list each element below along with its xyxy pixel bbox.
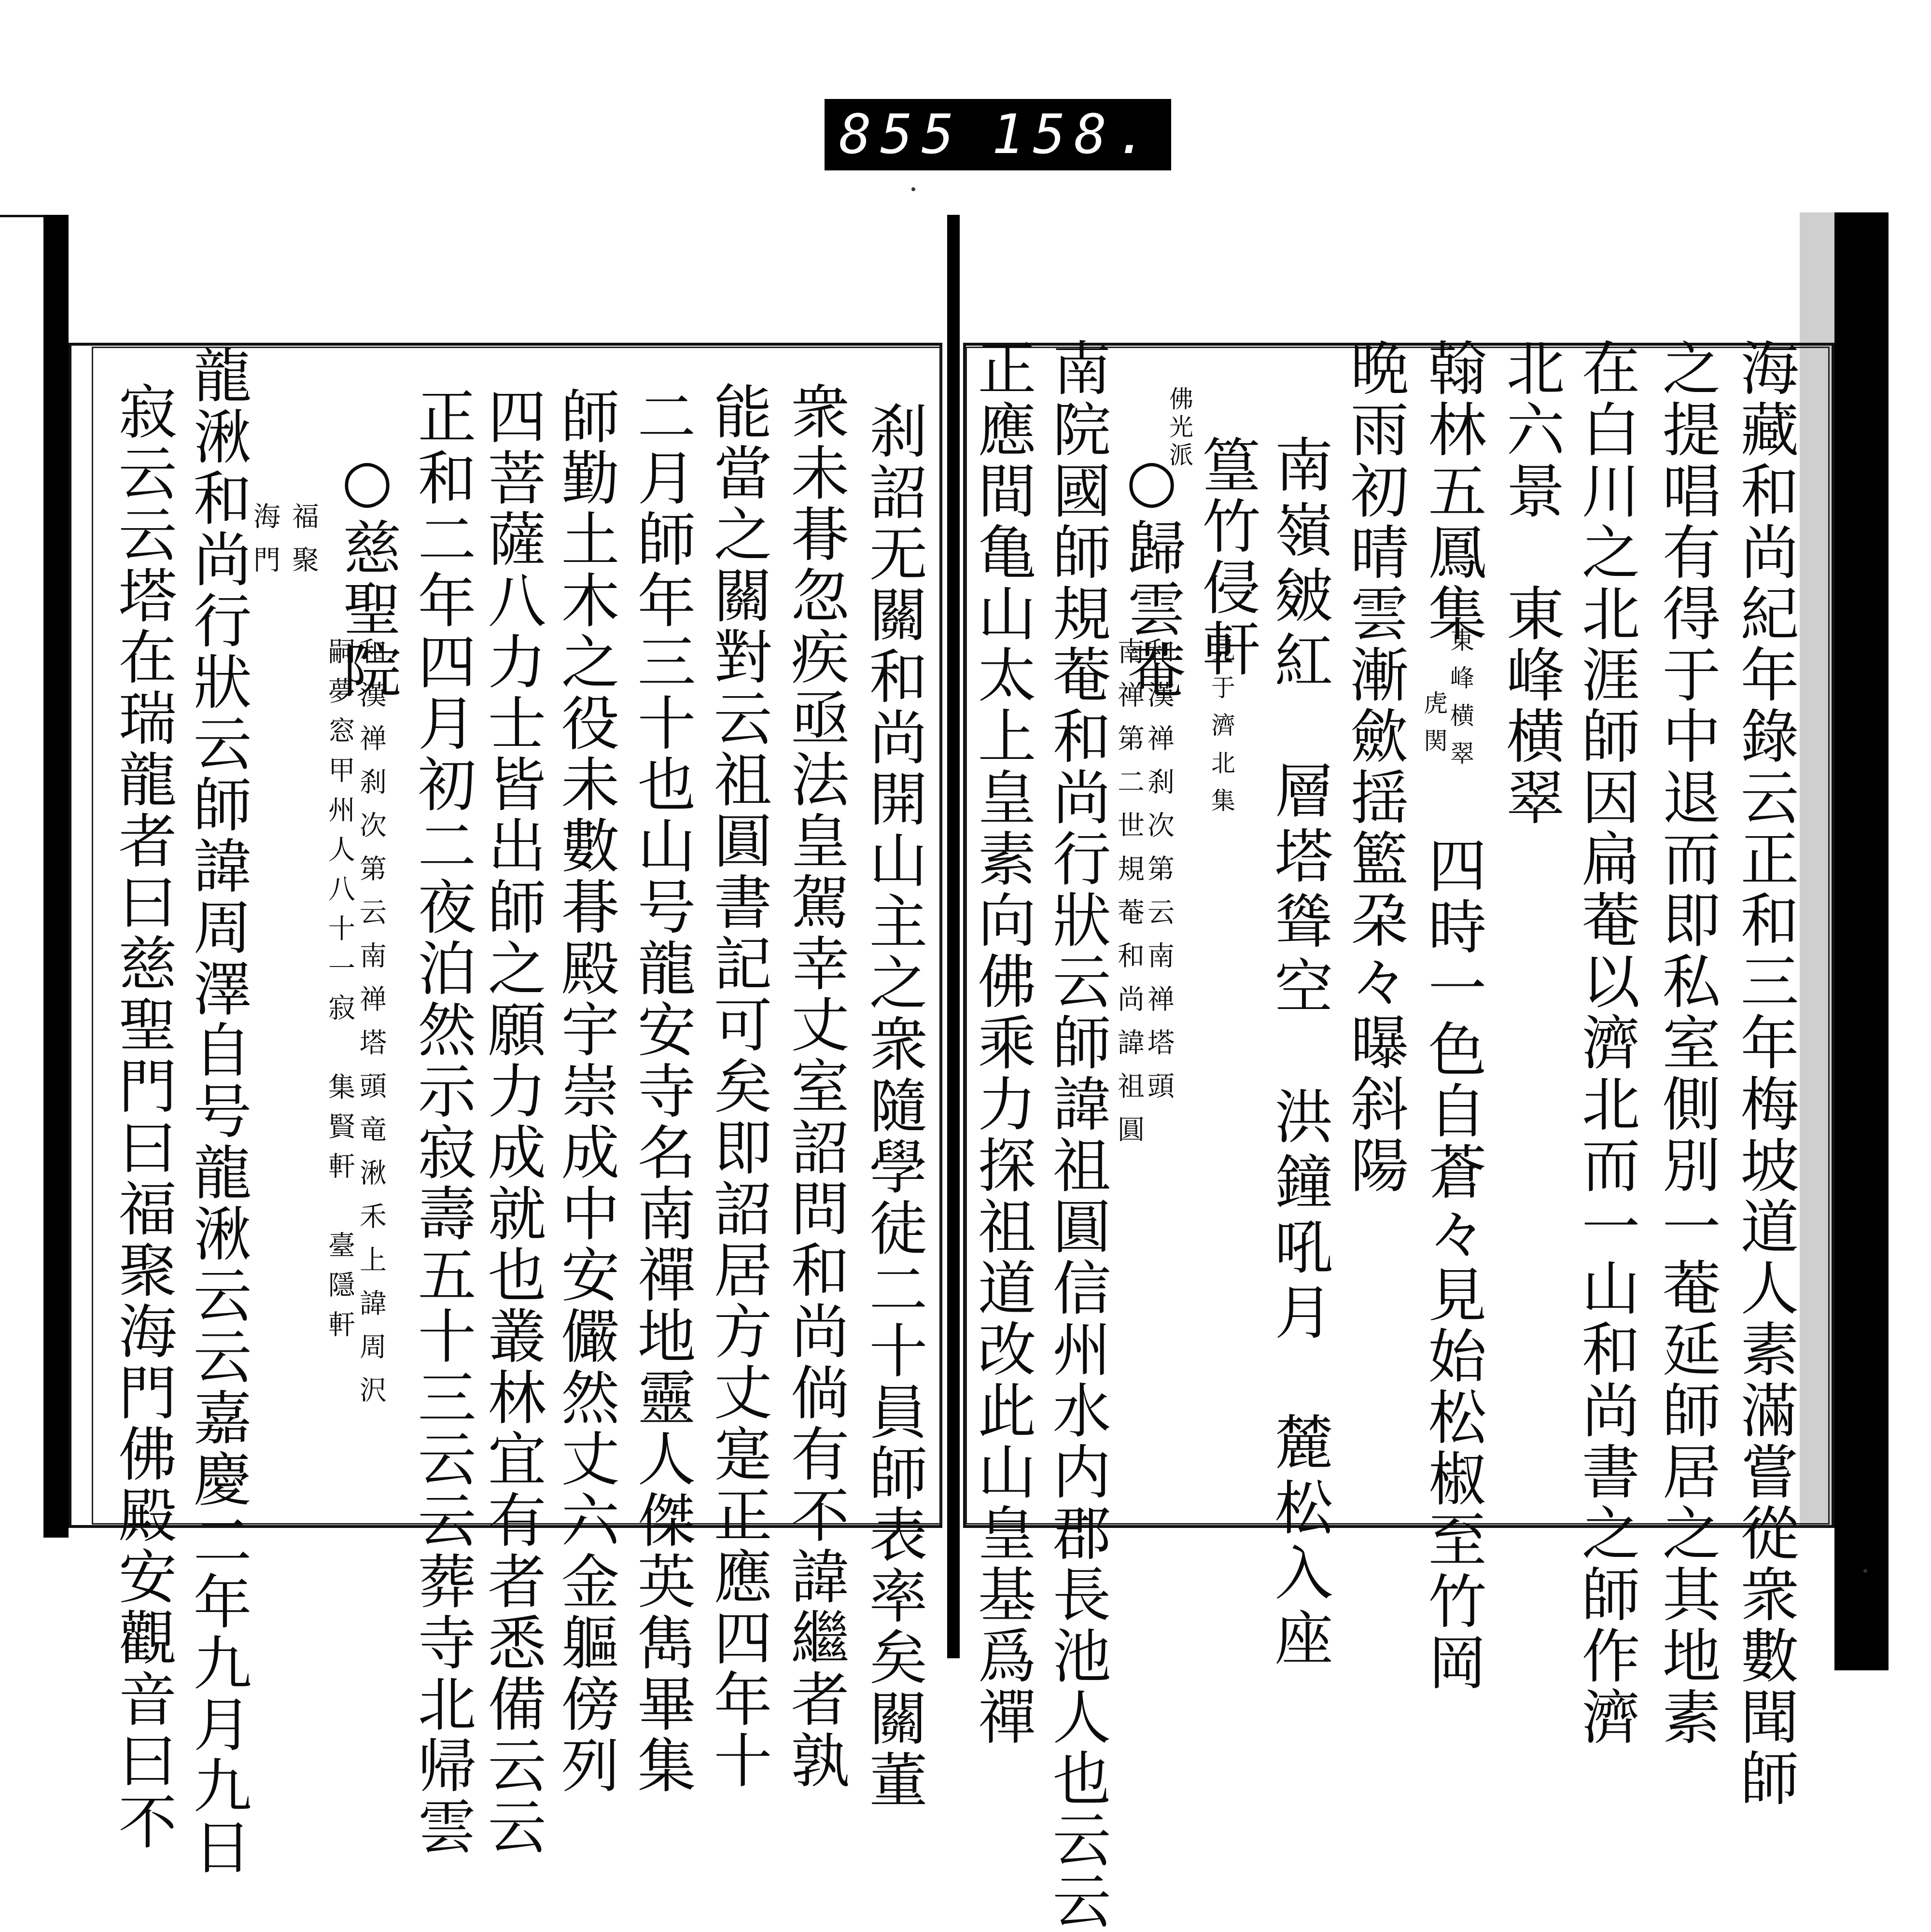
right-note-wanlin-a: 東峰横翠 <box>1446 628 1474 778</box>
right-col-1: 海藏和尚紀年錄云正和三年梅坡道人素滿嘗從衆數聞師 <box>1731 338 1799 1809</box>
left-outer-margin-line <box>0 215 43 217</box>
right-note-wanlin-b: 虎関 <box>1420 690 1448 766</box>
scan-speck <box>1863 1569 1867 1573</box>
right-col-9: ○歸雲菴 <box>1118 447 1186 701</box>
left-col-5: 師勤土木之役未數朞殿宇崇成中安儼然丈六金軀傍列 <box>551 386 619 1796</box>
right-book-edge <box>1834 212 1889 1670</box>
left-note-cisheng-b: 嗣夢窓甲州人八十一寂 集賢軒 臺隱軒 <box>324 637 355 1350</box>
right-col-6: 晩雨初晴雲漸歛揺籃朶々曝斜陽 <box>1341 338 1409 1196</box>
right-col-5: 翰林五鳳集 <box>1418 338 1486 644</box>
scan-speck <box>911 187 915 191</box>
left-note-cisheng-a: 和漢禅刹次第云南禅塔頭竜湫禾上諱周沢 <box>355 637 387 1419</box>
right-col-7: 南嶺皴紅 層塔聳空 洪鐘吼月 麓松入座 <box>1265 434 1333 1673</box>
right-col-10: 南院國師規菴和尚行狀云師諱祖圓信州水内郡長池人也云云 <box>1043 338 1111 1932</box>
left-col-6: 四菩薩八力士皆出師之願力成就也叢林宜有者悉備云云 <box>478 386 546 1858</box>
right-col-2: 之提唱有得于中退而即私室側別一菴延師居之其地素 <box>1652 338 1721 1748</box>
left-col-4: 二月師年三十也山号龍安寺名南禪地靈人傑英雋畢集 <box>628 386 696 1796</box>
left-col-9: 龍湫和尚行狀云師諱周澤自号龍湫云云嘉慶二年九月九日 <box>183 345 252 1878</box>
right-note-guiyun-a: 和漢禅刹次第云南禅塔頭 <box>1143 637 1175 1115</box>
right-col-sishi: 四時一色自蒼々見始松椒至竹岡 <box>1418 835 1486 1694</box>
left-col-10: 寂云云塔在瑞龍者曰慈聖門曰福聚海門佛殿安觀音曰不 <box>109 381 177 1853</box>
left-col-8: ○慈聖院 <box>333 447 401 701</box>
left-book-edge <box>43 215 69 1538</box>
left-col-1: 刹詔无關和尚開山主之衆隨學徒二十員師表率矣關董 <box>859 401 927 1811</box>
call-number-right: 158. <box>992 103 1157 166</box>
right-note-guiyun-b: 南禅第二世規菴和尚諱祖圓 <box>1113 637 1145 1159</box>
right-col-8: 篁竹侵軒 <box>1192 434 1260 680</box>
right-col-4: 北六景 東峰横翠 <box>1497 338 1565 828</box>
call-number-left: 855 <box>839 103 963 166</box>
call-number-label <box>825 99 1171 170</box>
center-gutter <box>947 215 960 1658</box>
right-note-jian: 見于濟北集 <box>1207 637 1235 826</box>
left-col-2: 衆未朞忽疾亟法皇駕幸丈室詔問和尚倘有不諱繼者孰 <box>781 381 849 1792</box>
left-col-3: 能當之關對云祖圓書記可矣即詔居方丈寔正應四年十 <box>704 381 772 1792</box>
left-col-7: 正和二年四月初二夜泊然示寂壽五十三云云葬寺北帰雲 <box>408 386 476 1858</box>
right-col-11: 正應間亀山太上皇素向佛乘力探祖道改此山皇基爲禪 <box>968 338 1036 1748</box>
left-note-haimen: 海門 <box>249 502 280 589</box>
left-note-fuju: 福聚 <box>288 502 319 589</box>
right-col-3: 在白川之北涯師因扁菴以濟北而一山和尚書之師作濟 <box>1572 338 1640 1748</box>
right-note-foguang: 佛光派 <box>1165 386 1193 470</box>
